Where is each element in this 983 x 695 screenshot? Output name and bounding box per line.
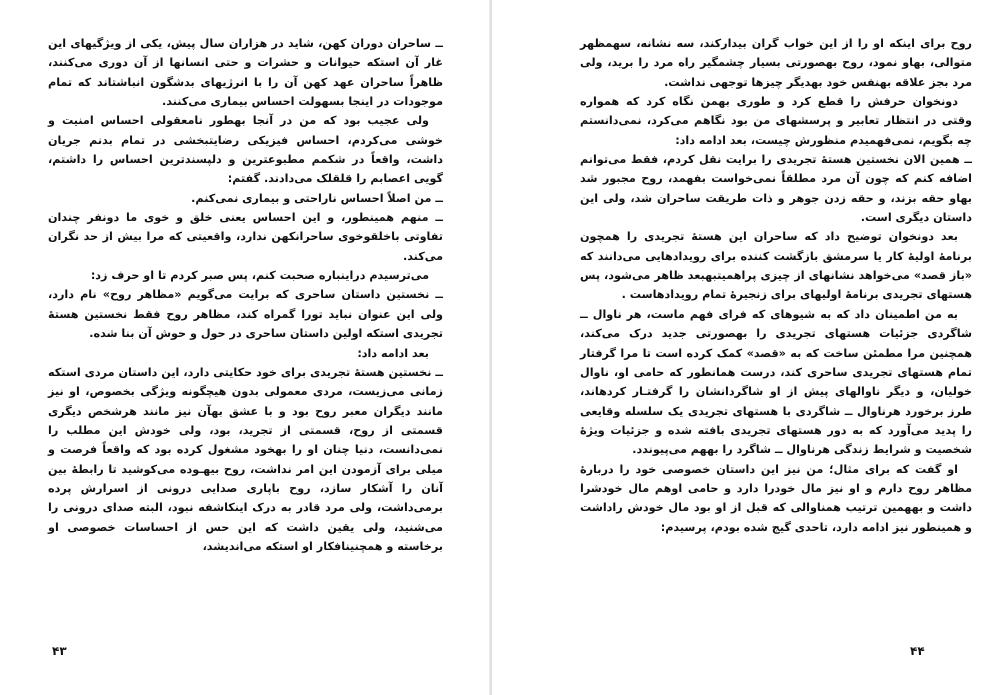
paragraph: دونخوان حرفش را قطع کرد و طوری بهمن نگاه کرد که همواره وقتی در انتظار تعابیر و پرسشهای من بود نگاهم می‌کرد، نمی‌دانستم چه بگویم، نمی‌فهمیدم منظورش چیست، بعد ادامه داد: [580,95,972,147]
right-page-text [580,34,972,537]
paragraph: بعد ادامه داد: [357,346,429,360]
paragraph: بعد دونخوان توضیح داد که ساحران این هستهٔ تجریدی را همچون برنامهٔ اولیهٔ کار یا سرمشق بازگشت کننده برای رویدادهایی می‌دانند که «باز قصد» می‌خواهد نشانهای از چیزی پراهمیتبهبعد ظاهر می‌شود، پس هستهای تجریدی برنامهٔ اولیهای برای زنجیرهٔ تمام رویدادهاست . [580,230,972,302]
paragraph: ــ من اصلاً احساس ناراحتی و بیماری نمی‌کنم. [191,191,443,205]
left-page [0,0,491,695]
paragraph: روح برای اینکه او را از این خواب گران بیدارکند، سه نشانه، سهمظهر متوالی، بهاو نمود، روح بهصورتی بسیار چشمگیر راه مرد را برید، ولی مرد بجز علاقه بهنفس خود بهدیگر چیزها توجهی نداشت. [580,37,972,89]
paragraph: ــ ساحران دوران کهن، شاید در هزاران سال پیش، یکی از ویژگیهای این غار آن استکه حیوانات و حشرات و حتی انسانها از آن دوری می‌کنند، ظاهراً ساحران عهد کهن آن را با انرژیهای بدشگون انباشتاند که تمام موجودات در اینجا بسهولت احساس بیماری می‌کنند. [48,37,443,109]
paragraph: ــ نخستین داستان ساحری که برایت می‌گویم «مظاهر روح» نام دارد، ولی این عنوان نباید تورا گمراه کند، مظاهر روح فقط نخستین هستهٔ تجریدی استکه اولین داستان ساحری در حول و حوش آن بنا شده. [48,288,443,341]
paragraph: ولی عجیب بود که من در آنجا بهطور نامعقولی احساس امنیت و خوشی می‌کردم، احساس فیزیکی رضایتبخشی در تمام بدنم جریان داشت، واقعاً در شکمم مطبوعترین و دلپسندترین احساس را داشتم، گویی اعصابم را قلقلک می‌دادند. گفتم: [48,114,443,186]
paragraph: ــ نخستین هستهٔ تجریدی برای خود حکایتی دارد، این داستان مردی استکه زمانی می‌زیست، مردی معمولی بدون هیچگونه ویژگی بخصوص، او نیز مانند دیگران معبر روح بود و با عشق بهآن نیز مانند هرشخص دیگری قسمتی از روح، قسمتی از تجرید، بود، ولی خودش این مطلب را نمی‌دانست، دنیا چنان او را بهخود مشغول کرده بود که واقعاً فرصت و میلی برای آزمودن این امر نداشت، روح بیهـوده می‌کوشید تا رابطهٔ بین آنان را آشکار سازد، روح باپاری صدایی درونی از اسرارش پرده برمی‌داشت، ولی مرد قادر به درک اینکاشفه نبود، البته صدای درونی را می‌شنید، ولی یقین داشت که این حس از احساسات خصوصی او برخاسته و همچنینافکار او استکه می‌اندیشد، [48,365,443,553]
paragraph: ــ منهم همینطور، و این احساس یعنی خلق و خوی ما دونفر چندان تفاوتی باخلقوخوی ساحرانکهن ندارد، واقعیتی که مرا بیش از حد نگران می‌کند. [48,211,443,263]
page-number: ۴۳ [52,644,67,658]
paragraph: می‌ترسیدم دراینباره صحبت کنم، پس صبر کردم تا او حرف زد: [90,269,429,283]
paragraph: او گفت که برای مثال؛ من نیز این داستان خصوصی خود را دربارهٔ مظاهر روح دارم و او نیز مال خودرا دارد و حامی اوهم مال خودشرا داشت و بههمین ترتیب همناوالی که قبل از او بود مال خودش راداشت و همینطور نیز ادامه دارد، تاحدی گیج شده بودم، پرسیدم: [580,462,972,534]
page-number: ۴۴ [910,644,925,658]
paragraph: به من اطمینان داد که به شیوهای که فرای فهم ماست، هر ناوال ــ شاگردی جزئیات هستهای تجریدی را بهصورتی جدید درک می‌کند، همچنین مرا مطمئن ساخت که به «قصد» کمک کرده است تا مرا گرفتار تمام هستهای تجریدی ساحری کند، درست همانطور که حامی او، ناوال خولیان، و دیگر ناوالهای پیش از او شاگردانشان را گرفتـار کردهاند، طرز برخورد هرناوال ــ شاگردی با هستهای تجریدی یک سلسله وقایعی را پدید می‌آورد که به دور هستهای تجریدی بافته شده و جزئیات ویژهٔ شخصیت و شرایط زندگی هرناوال ــ شاگرد را بههم می‌پیوندد. [580,307,972,457]
paragraph: ــ همین الان نخستین هستهٔ تجریدی را برایت نقل کردم، فقط می‌توانم اضافه کنم که چون آن مرد مطلقاً نمی‌خواست بفهمد، روح مجبور شد بهاو حقه بزند، و حقه زدن جوهر و ذات طریقت ساحران شد، ولی این داستان دیگری است. [580,153,972,225]
left-page-text [48,34,443,556]
right-page [492,0,983,695]
